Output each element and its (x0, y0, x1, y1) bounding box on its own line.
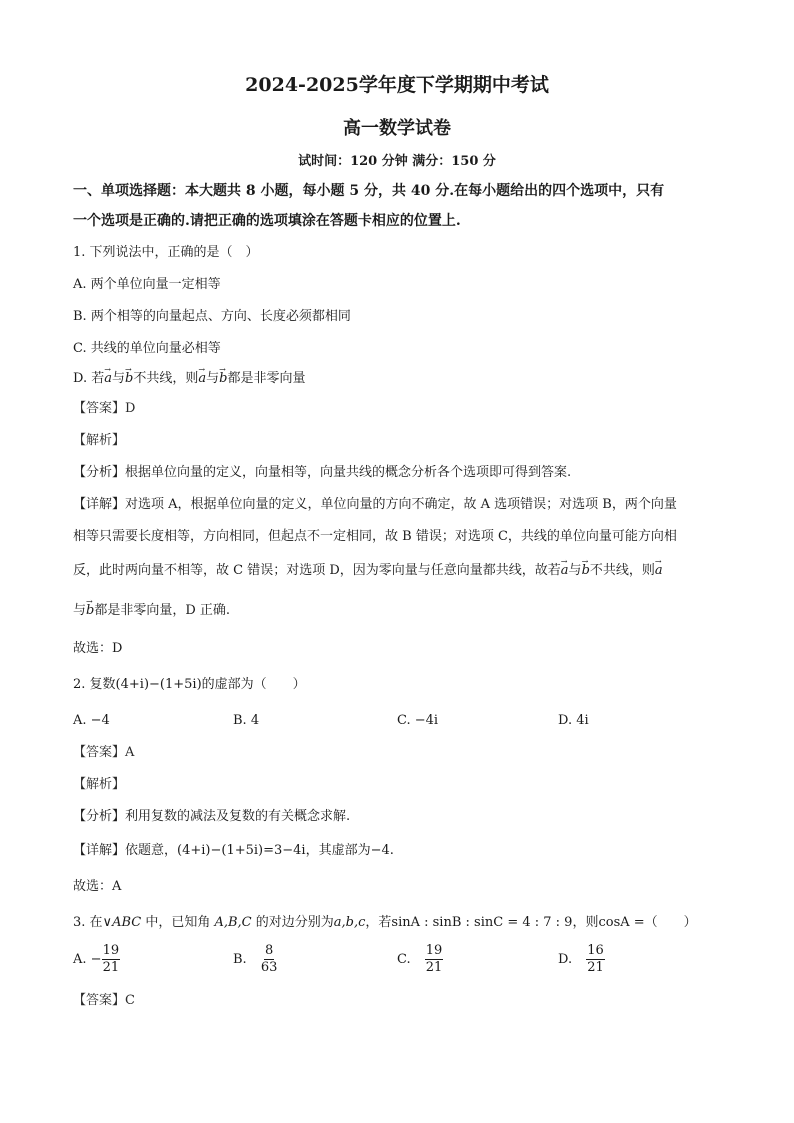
q3-stem-text: ，若 (365, 915, 392, 930)
fraction-numerator: 19 (425, 943, 443, 958)
fraction-denominator: 63 (260, 960, 278, 975)
q3-option-a-fraction (102, 944, 121, 975)
q2-option-a: A. −4 (73, 713, 110, 728)
q3-option-b-fraction (261, 944, 278, 975)
fraction-numerator: 19 (102, 943, 120, 958)
q3-option-a-label: A. (73, 952, 87, 967)
q1-detail-text: 都是非零向量，D 正确. (94, 603, 231, 618)
q1-detail-line4 (73, 602, 230, 620)
q1-analysis: 【分析】根据单位向量的定义，向量相等，向量共线的概念分析各个选项即可得到答案. (73, 465, 572, 480)
q3-option-c-fraction (425, 944, 444, 975)
fraction-numerator: 16 (587, 943, 604, 958)
q1-detail-text: 与 (73, 603, 87, 618)
q1-option-d-text: 不共线，则 (133, 371, 199, 386)
q1-answer: 【答案】D (73, 401, 136, 416)
q1-option-d-text: 与 (206, 371, 220, 386)
q1-detail-text: 不共线，则 (589, 563, 655, 578)
q3-option-b-label: B. (233, 952, 247, 967)
q1-option-b: B. 两个相等的向量起点、方向、长度必须都相同 (73, 309, 351, 324)
q3-answer: 【答案】C (73, 993, 135, 1008)
q2-option-d: D. 4i (558, 713, 589, 728)
q3-option-b (233, 944, 277, 975)
q3-angles: A,B,C (214, 915, 252, 930)
q1-option-d-text: 都是非零向量 (227, 371, 306, 386)
q1-option-d-prefix: D. 若 (73, 371, 105, 386)
vector-a: → a (561, 562, 569, 580)
vector-a: → a (104, 370, 112, 388)
q3-option-c-label: C. (397, 952, 411, 967)
q1-detail-line3 (73, 562, 663, 580)
q2-choice: 故选：A (73, 879, 122, 894)
q2-option-b: B. 4 (233, 713, 260, 728)
q2-detail-text: ，其虚部为 (305, 843, 371, 858)
q2-stem (73, 676, 306, 694)
q3-triangle: ABC (112, 915, 142, 930)
q2-jiexi-label: 【解析】 (73, 777, 126, 792)
vector-a: → a (198, 370, 206, 388)
q3-option-a (73, 944, 120, 975)
q2-stem-prefix: 2. 复数 (73, 677, 116, 692)
q3-stem (73, 914, 697, 932)
q3-option-d-fraction (586, 944, 605, 975)
exam-info: 试时间：120 分钟 满分：150 分 (298, 154, 496, 169)
fraction-denominator: 21 (425, 960, 443, 975)
fraction-denominator: 21 (102, 960, 120, 975)
vector-a: → a (655, 562, 663, 580)
q1-stem: 1. 下列说法中，正确的是（ ） (73, 245, 259, 260)
q1-detail-line1: 【详解】对选项 A，根据单位向量的定义，单位向量的方向不确定，故 A 选项错误；对选项 B，两个向量 (73, 497, 677, 512)
q1-detail-text: 反，此时两向量不相等，故 C 错误；对选项 D，因为零向量与任意向量都共线，故若 (73, 563, 561, 578)
q3-option-d (558, 944, 605, 975)
section-heading-line1: 一、单项选择题：本大题共 8 小题，每小题 5 分，共 40 分.在每小题给出的四个选项中，只有 (73, 183, 665, 199)
q2-answer: 【答案】A (73, 745, 135, 760)
q2-detail-expression: (4+i)−(1+5i)=3−4i (177, 843, 306, 858)
q2-stem-suffix: 的虚部为（ ） (201, 677, 306, 692)
vector-b: → b (219, 370, 227, 388)
q3-stem-suffix: （ ） (644, 915, 697, 930)
q3-stem-text: 中，已知角 (141, 915, 215, 930)
q1-option-d-text: 与 (112, 371, 126, 386)
q2-detail-end: . (389, 843, 394, 858)
section-heading-line2: 一个选项是正确的.请把正确的选项填涂在答题卡相应的位置上. (73, 213, 461, 229)
exam-subtitle: 高一数学试卷 (343, 118, 451, 139)
vector-b: → b (86, 602, 94, 620)
q3-cos: cosA = (598, 915, 645, 930)
fraction-numerator: 8 (264, 943, 274, 958)
q3-option-a-sign: − (90, 952, 102, 967)
q1-choice: 故选：D (73, 641, 123, 656)
q3-stem-text: ，则 (572, 915, 599, 930)
q1-detail-text: 与 (568, 563, 582, 578)
vector-b: → b (125, 370, 133, 388)
fraction-denominator: 21 (587, 960, 604, 975)
q1-option-d (73, 370, 305, 388)
q1-option-a: A. 两个单位向量一定相等 (73, 277, 221, 292)
q3-option-c (397, 944, 443, 975)
q3-stem-text: 的对边分别为 (251, 915, 334, 930)
q1-option-c: C. 共线的单位向量必相等 (73, 341, 221, 356)
q3-option-d-label: D. (558, 952, 573, 967)
q2-detail (73, 842, 394, 860)
q1-jiexi-label: 【解析】 (73, 433, 126, 448)
q3-stem-prefix: 3. 在∨ (73, 915, 113, 930)
exam-title: 2024-2025学年度下学期期中考试 (245, 74, 549, 96)
q3-ratio: sinA : sinB : sinC = 4 : 7 : 9 (391, 915, 573, 930)
q2-detail-prefix: 【详解】依题意， (73, 843, 178, 858)
q2-analysis: 【分析】利用复数的减法及复数的有关概念求解. (73, 809, 351, 824)
q2-expression: (4+i)−(1+5i) (115, 677, 202, 692)
q2-detail-value: −4 (370, 843, 390, 858)
q1-detail-line2: 相等只需要长度相等，方向相同，但起点不一定相同，故 B 错误；对选项 C，共线的单位向量可能方向相 (73, 529, 677, 544)
vector-b: → b (582, 562, 590, 580)
q3-sides: a,b,c (333, 915, 366, 930)
q2-option-c: C. −4i (397, 713, 439, 728)
